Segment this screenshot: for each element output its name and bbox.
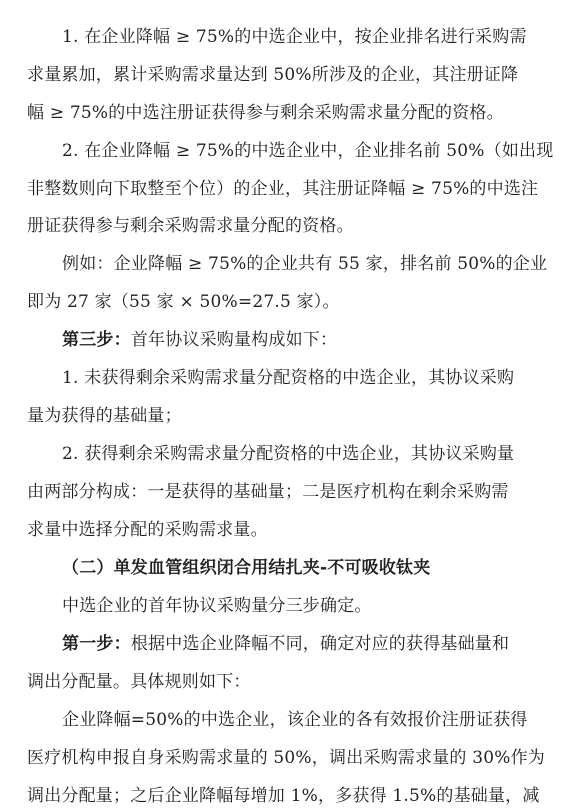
text-line: 企业降幅=50%的中选企业，该企业的各有效报价注册证获得 — [62, 710, 528, 730]
text-line: 册证获得参与剩余采购需求量分配的资格。 — [27, 216, 354, 236]
text-line: 调出分配量；之后企业降幅每增加 1%，多获得 1.5%的基础量，减 — [27, 786, 540, 806]
text-line: 医疗机构申报自身采购需求量的 50%，调出采购需求量的 30%作为 — [27, 748, 545, 768]
step-line — [62, 632, 572, 656]
step-line — [62, 328, 572, 352]
text-line: 由两部分构成：一是获得的基础量；二是医疗机构在剩余采购需 — [27, 482, 509, 502]
step-label: 第三步： — [62, 330, 131, 350]
text-line: 2. 在企业降幅 ≥ 75%的中选企业中，企业排名前 50%（如出现 — [62, 141, 554, 161]
text-line: 量为获得的基础量； — [27, 406, 182, 426]
text-line: 中选企业的首年协议采购量分三步确定。 — [62, 596, 372, 616]
text-line: 调出分配量。具体规则如下： — [27, 672, 251, 692]
text-line: 求量累加，累计采购需求量达到 50%所涉及的企业，其注册证降 — [27, 65, 519, 85]
text-line: 非整数则向下取整至个位）的企业，其注册证降幅 ≥ 75%的中选注 — [27, 179, 539, 199]
section-heading: （二）单发血管组织闭合用结扎夹-不可吸收钛夹 — [62, 558, 431, 578]
text-line: 1. 在企业降幅 ≥ 75%的中选企业中，按企业排名进行采购需 — [62, 27, 527, 47]
text-line: 即为 27 家（55 家 × 50%=27.5 家）。 — [27, 292, 340, 312]
text-line: 求量中选择分配的采购需求量。 — [27, 520, 268, 540]
text-line: 幅 ≥ 75%的中选注册证获得参与剩余采购需求量分配的资格。 — [27, 103, 504, 123]
text-line: 1. 未获得剩余采购需求量分配资格的中选企业，其协议采购 — [62, 368, 515, 388]
step-label: 第一步： — [62, 634, 131, 654]
text-line: 2. 获得剩余采购需求量分配资格的中选企业，其协议采购量 — [62, 444, 515, 464]
step-text: 首年协议采购量构成如下： — [130, 330, 338, 350]
step-text: 根据中选企业降幅不同，确定对应的获得基础量和 — [130, 634, 510, 654]
text-line: 例如：企业降幅 ≥ 75%的企业共有 55 家，排名前 50%的企业 — [62, 254, 548, 274]
